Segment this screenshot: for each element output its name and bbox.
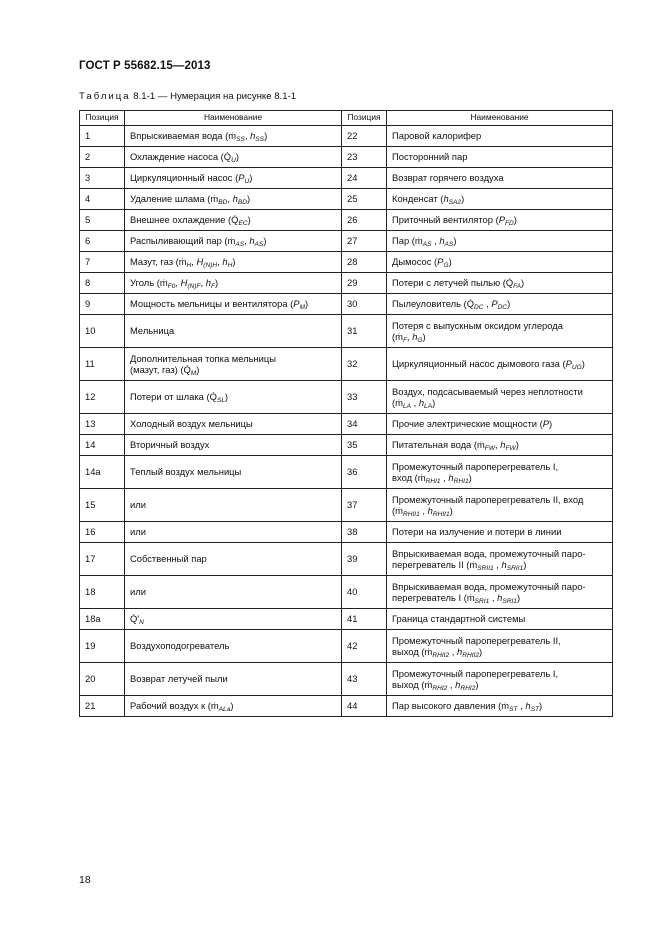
name-cell: Уголь (ṁ$_{F0}$, $H_{(N)F}$, $h_F$) xyxy=(125,273,342,294)
name-cell: Промежуточный пароперегреватель I, вход (ṁ$_{RHI1}$ , $h_{RHI1}$) xyxy=(387,456,613,489)
position-cell: 43 xyxy=(342,663,387,696)
header-position-left: Позиция xyxy=(80,111,125,126)
name-cell: Впрыскиваемая вода, промежуточный паро- перегреватель II (ṁ$_{SRII1}$ , $h_{SRII1}$) xyxy=(387,543,613,576)
position-cell: 22 xyxy=(342,126,387,147)
position-cell: 44 xyxy=(342,696,387,717)
position-cell: 7 xyxy=(80,252,125,273)
position-cell: 35 xyxy=(342,435,387,456)
position-cell: 4 xyxy=(80,189,125,210)
table-row xyxy=(80,210,613,231)
position-cell: 41 xyxy=(342,609,387,630)
table-header-row xyxy=(80,111,613,126)
name-cell: Возврат летучей пыли xyxy=(125,663,342,696)
table-row xyxy=(80,489,613,522)
position-cell: 42 xyxy=(342,630,387,663)
position-cell: 9 xyxy=(80,294,125,315)
table-row xyxy=(80,696,613,717)
name-cell: Паровой калорифер xyxy=(387,126,613,147)
table-body xyxy=(80,126,613,717)
position-cell: 15 xyxy=(80,489,125,522)
document-header: ГОСТ Р 55682.15—2013 xyxy=(79,60,211,72)
table-row xyxy=(80,381,613,414)
position-cell: 14а xyxy=(80,456,125,489)
position-cell: 21 xyxy=(80,696,125,717)
name-cell: Питательная вода (ṁ$_{FW}$, $h_{FW}$) xyxy=(387,435,613,456)
name-cell: или xyxy=(125,489,342,522)
position-cell: 18а xyxy=(80,609,125,630)
name-cell: Прочие электрические мощности (P) xyxy=(387,414,613,435)
name-cell: или xyxy=(125,522,342,543)
position-cell: 12 xyxy=(80,381,125,414)
header-position-right: Позиция xyxy=(342,111,387,126)
position-cell: 28 xyxy=(342,252,387,273)
position-cell: 30 xyxy=(342,294,387,315)
caption-text: 8.1-1 — Нумерация на рисунке 8.1-1 xyxy=(133,91,297,102)
table-row xyxy=(80,126,613,147)
name-cell: Мельница xyxy=(125,315,342,348)
position-cell: 20 xyxy=(80,663,125,696)
name-cell: Возврат горячего воздуха xyxy=(387,168,613,189)
position-cell: 14 xyxy=(80,435,125,456)
header-name-left: Наименование xyxy=(125,111,342,126)
name-cell: Потери на излучение и потери в линии xyxy=(387,522,613,543)
name-cell: Мазут, газ (ṁ$_H$, $H_{(N)H}$, $h_H$) xyxy=(125,252,342,273)
table-row xyxy=(80,189,613,210)
table-caption xyxy=(79,91,296,102)
position-cell: 33 xyxy=(342,381,387,414)
table-row xyxy=(80,435,613,456)
name-cell: или xyxy=(125,576,342,609)
name-cell: Промежуточный пароперегреватель I, выход (ṁ$_{RHI2}$ , $h_{RHI2}$) xyxy=(387,663,613,696)
name-cell: Теплый воздух мельницы xyxy=(125,456,342,489)
position-cell: 40 xyxy=(342,576,387,609)
table-row xyxy=(80,543,613,576)
position-cell: 25 xyxy=(342,189,387,210)
position-cell: 31 xyxy=(342,315,387,348)
table-row xyxy=(80,630,613,663)
position-cell: 17 xyxy=(80,543,125,576)
name-cell: $Q̇'_N$ xyxy=(125,609,342,630)
table-row xyxy=(80,294,613,315)
header-name-right: Наименование xyxy=(387,111,613,126)
name-cell: Рабочий воздух к (ṁ$_{ALa}$) xyxy=(125,696,342,717)
name-cell: Впрыскиваемая вода (ṁ$_{SS}$, $h_{SS}$) xyxy=(125,126,342,147)
position-cell: 39 xyxy=(342,543,387,576)
name-cell: Потери с летучей пылью $(Q̇_{FA})$ xyxy=(387,273,613,294)
name-cell: Приточный вентилятор $(P_{FD})$ xyxy=(387,210,613,231)
name-cell: Дополнительная топка мельницы (мазут, газ) $(Q̇_M)$ xyxy=(125,348,342,381)
position-cell: 27 xyxy=(342,231,387,252)
table-row xyxy=(80,609,613,630)
name-cell: Промежуточный пароперегреватель II, вход (ṁ$_{RHII1}$ , $h_{RHII1}$) xyxy=(387,489,613,522)
name-cell: Потеря с выпускным оксидом углерода (ṁ$_F$, $h_G$) xyxy=(387,315,613,348)
position-cell: 34 xyxy=(342,414,387,435)
table-row xyxy=(80,231,613,252)
table-row xyxy=(80,273,613,294)
name-cell: Потери от шлака $(Q̇_{SL})$ xyxy=(125,381,342,414)
name-cell: Циркуляционный насос дымового газа $(P_{UG})$ xyxy=(387,348,613,381)
name-cell: Охлаждение насоса $(Q̇_U)$ xyxy=(125,147,342,168)
position-cell: 10 xyxy=(80,315,125,348)
position-cell: 24 xyxy=(342,168,387,189)
name-cell: Циркуляционный насос $(P_U)$ xyxy=(125,168,342,189)
table-row xyxy=(80,522,613,543)
position-cell: 3 xyxy=(80,168,125,189)
name-cell: Пылеуловитель ($Q̇_{DC}$ , $P_{DC}$) xyxy=(387,294,613,315)
position-cell: 1 xyxy=(80,126,125,147)
table-row xyxy=(80,663,613,696)
page-number: 18 xyxy=(79,874,91,886)
position-cell: 11 xyxy=(80,348,125,381)
position-cell: 32 xyxy=(342,348,387,381)
name-cell: Воздухоподогреватель xyxy=(125,630,342,663)
name-cell: Внешнее охлаждение $(Q̇_{EC})$ xyxy=(125,210,342,231)
table-row xyxy=(80,456,613,489)
position-cell: 23 xyxy=(342,147,387,168)
position-cell: 26 xyxy=(342,210,387,231)
name-cell: Дымосос $(P_G)$ xyxy=(387,252,613,273)
name-cell: Собственный пар xyxy=(125,543,342,576)
table-row xyxy=(80,348,613,381)
position-cell: 13 xyxy=(80,414,125,435)
position-cell: 16 xyxy=(80,522,125,543)
table-row xyxy=(80,315,613,348)
name-cell: Пар высокого давления (ṁ$_{ST}$ , $h_{ST}$) xyxy=(387,696,613,717)
name-cell: Посторонний пар xyxy=(387,147,613,168)
name-cell: Конденсат $(h_{SA2})$ xyxy=(387,189,613,210)
position-cell: 29 xyxy=(342,273,387,294)
name-cell: Промежуточный пароперегреватель II, выход (ṁ$_{RHII2}$ , $h_{RHII2}$) xyxy=(387,630,613,663)
table-row xyxy=(80,147,613,168)
position-cell: 5 xyxy=(80,210,125,231)
position-cell: 18 xyxy=(80,576,125,609)
name-cell: Воздух, подсасываемый через неплотности (ṁ$_{LA}$ , $h_{LA}$) xyxy=(387,381,613,414)
table-row xyxy=(80,414,613,435)
table-row xyxy=(80,168,613,189)
position-cell: 36 xyxy=(342,456,387,489)
name-cell: Удаление шлама (ṁ$_{BD}$, $h_{BD}$) xyxy=(125,189,342,210)
name-cell: Холодный воздух мельницы xyxy=(125,414,342,435)
name-cell: Граница стандартной системы xyxy=(387,609,613,630)
table-row xyxy=(80,576,613,609)
name-cell: Вторичный воздух xyxy=(125,435,342,456)
name-cell: Мощность мельницы и вентилятора $(P_M)$ xyxy=(125,294,342,315)
name-cell: Впрыскиваемая вода, промежуточный паро- перегреватель I (ṁ$_{SRI1}$ , $h_{SRI1}$) xyxy=(387,576,613,609)
position-cell: 37 xyxy=(342,489,387,522)
position-cell: 6 xyxy=(80,231,125,252)
caption-label: Таблица xyxy=(79,91,131,102)
position-cell: 8 xyxy=(80,273,125,294)
table-row xyxy=(80,252,613,273)
name-cell: Распыливающий пар (ṁ$_{AS}$, $h_{AS}$) xyxy=(125,231,342,252)
position-cell: 19 xyxy=(80,630,125,663)
position-cell: 2 xyxy=(80,147,125,168)
numbering-table xyxy=(79,110,613,717)
position-cell: 38 xyxy=(342,522,387,543)
name-cell: Пар (ṁ$_{AS}$ , $h_{AS}$) xyxy=(387,231,613,252)
